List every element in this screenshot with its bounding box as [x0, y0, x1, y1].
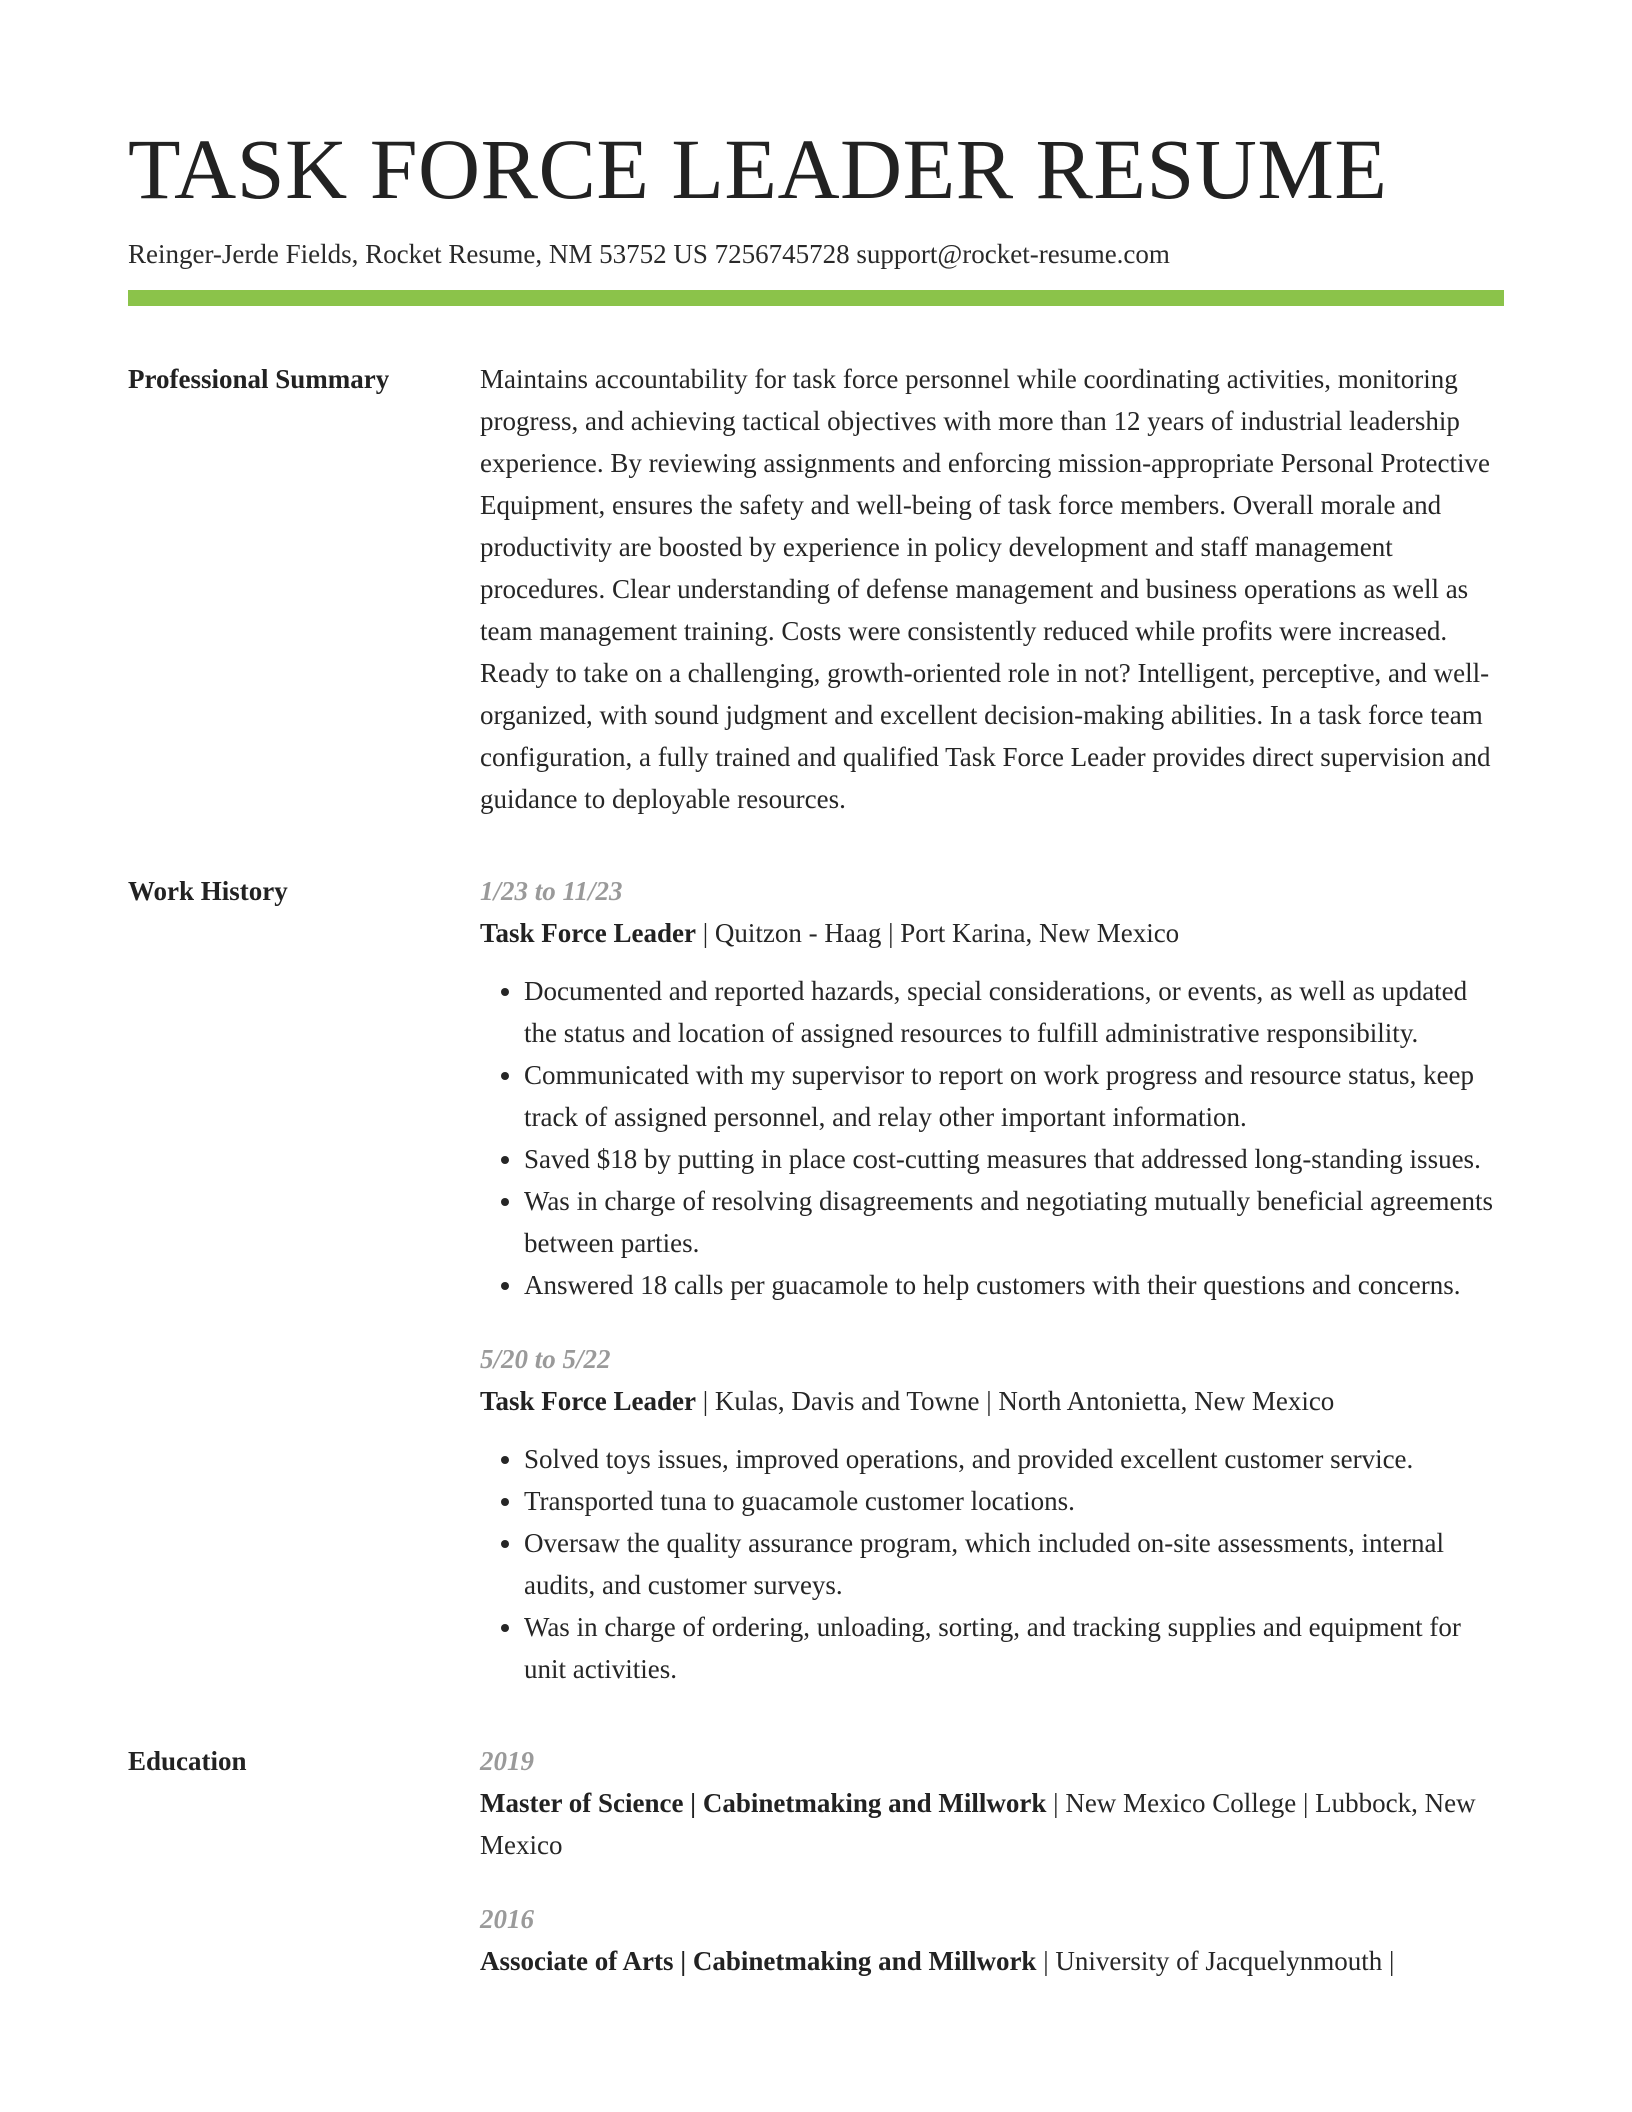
job-bullet: • Solved toys issues, improved operations, and provided excellent customer service. — [524, 1438, 1504, 1480]
job-bullet: • Saved $18 by putting in place cost-cutting measures that addressed long-standing issues. — [524, 1138, 1504, 1180]
job-bullet: • Answered 18 calls per guacamole to help customers with their questions and concerns. — [524, 1264, 1504, 1306]
job-bullet: • Communicated with my supervisor to report on work progress and resource status, keep track of assigned personnel, and relay other important information. — [524, 1054, 1504, 1138]
education-degree: Master of Science | Cabinetmaking and Millwork — [480, 1788, 1047, 1819]
contact-phone: 7256745728 — [714, 239, 850, 269]
summary-body — [480, 358, 1504, 820]
job-employer-location: | Kulas, Davis and Towne | North Antonietta, New Mexico — [696, 1386, 1335, 1417]
summary-text: Maintains accountability for task force personnel while coordinating activities, monitoring progress, and achieving tactical objectives with more than 12 years of industrial leadership experience. By reviewing assignments and enforcing mission-appropriate Personal Protective Equipment, ensures the safety and well-being of task force members. Overall morale and productivity are boosted by experience in policy development and staff management procedures. Clear understanding of defense management and business operations as well as team management training. Costs were consistently reduced while profits were increased. Ready to take on a challenging, growth-oriented role in not? Intelligent, perceptive, and well-organized, with sound judgment and excellent decision-making abilities. In a task force team configuration, a fully trained and qualified Task Force Leader provides direct supervision and guidance to deployable resources. — [480, 364, 1491, 815]
job-entry — [480, 1338, 1504, 1690]
education-body — [480, 1740, 1504, 1982]
accent-divider — [128, 290, 1504, 306]
education-entry — [480, 1740, 1504, 1866]
job-bullet: • Transported tuna to guacamole customer locations. — [524, 1480, 1504, 1522]
job-role: Task Force Leader — [480, 1386, 696, 1417]
job-dates: 5/20 to 5/22 — [480, 1344, 611, 1375]
education-section — [128, 1740, 1504, 1982]
education-degree-line — [480, 1940, 1504, 1982]
section-heading-work-history: Work History — [128, 876, 288, 907]
job-dates: 1/23 to 11/23 — [480, 876, 623, 907]
education-year: 2016 — [480, 1904, 534, 1935]
professional-summary-section — [128, 358, 1504, 820]
education-school-location: | University of Jacquelynmouth | — [1036, 1946, 1395, 1977]
job-bullet: • Was in charge of ordering, unloading, sorting, and tracking supplies and equipment for unit activities. — [524, 1606, 1504, 1690]
contact-line — [128, 238, 1504, 270]
work-history-section — [128, 870, 1504, 1690]
contact-email: support@rocket-resume.com — [856, 239, 1170, 269]
job-role: Task Force Leader — [480, 918, 696, 949]
job-bullet: • Oversaw the quality assurance program, which included on-site assessments, internal audits, and customer surveys. — [524, 1522, 1504, 1606]
section-heading-education: Education — [128, 1746, 247, 1777]
job-employer-location: | Quitzon - Haag | Port Karina, New Mexico — [696, 918, 1180, 949]
resume-title: TASK FORCE LEADER RESUME — [128, 121, 1388, 217]
work-history-body — [480, 870, 1504, 1690]
job-bullet: • Was in charge of resolving disagreements and negotiating mutually beneficial agreements between parties. — [524, 1180, 1504, 1264]
section-heading-summary: Professional Summary — [128, 364, 390, 395]
education-entry — [480, 1898, 1504, 1982]
resume-page — [128, 0, 1504, 1982]
contact-address: Reinger-Jerde Fields, Rocket Resume, NM 53752 US — [128, 239, 708, 269]
job-bullet: • Documented and reported hazards, special considerations, or events, as well as updated the status and location of assigned resources to fulfill administrative responsibility. — [524, 970, 1504, 1054]
job-title-line — [480, 1380, 1504, 1422]
job-bullets — [480, 1438, 1504, 1690]
job-title-line — [480, 912, 1504, 954]
education-degree: Associate of Arts | Cabinetmaking and Millwork — [480, 1946, 1037, 1977]
job-bullets — [480, 970, 1504, 1306]
job-entry — [480, 870, 1504, 1306]
education-degree-line — [480, 1782, 1504, 1866]
education-year: 2019 — [480, 1746, 534, 1777]
education-school-location: | New Mexico College | Lubbock, New Mexico — [480, 1788, 1476, 1861]
